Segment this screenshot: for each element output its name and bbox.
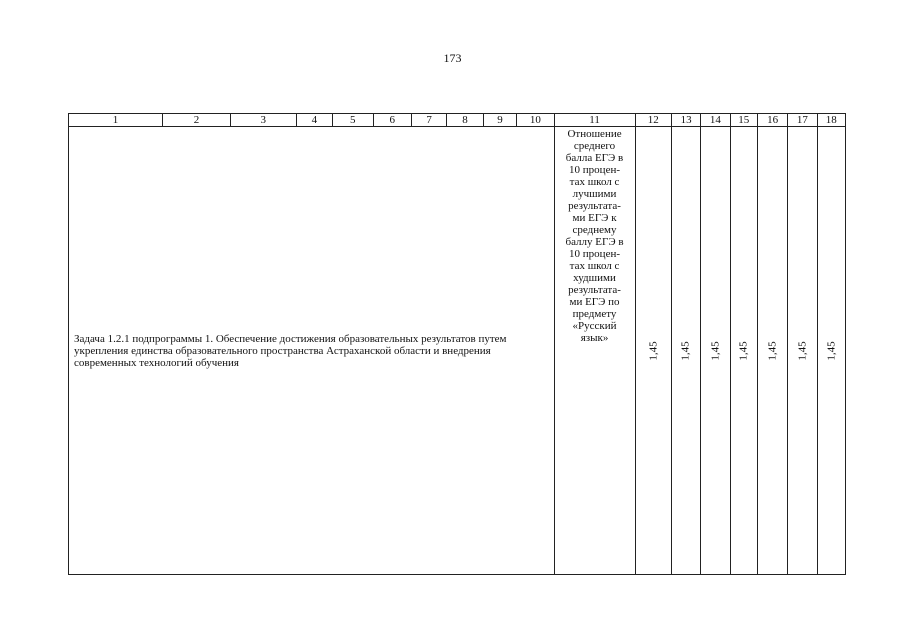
value-text: 1,45 [766,340,779,361]
indicator-line: лучшими [572,188,617,200]
col-header-12: 12 [635,114,671,127]
col-header-5: 5 [333,114,373,127]
col-header-7: 7 [411,114,446,127]
indicator-line: тах школ с [569,260,620,272]
col-header-11: 11 [554,114,635,127]
value-text: 1,45 [796,340,809,361]
indicator-line: 10 процен- [569,248,621,260]
indicator-line: «Русский [572,320,617,332]
indicator-cell [554,127,635,575]
indicator-line: результата- [568,284,621,296]
indicator-line: худшими [573,272,616,284]
indicator-line: ми ЕГЭ по [569,296,620,308]
value-text: 1,45 [709,340,722,361]
value-text: 1,45 [737,340,750,361]
indicator-line: 10 процен- [569,164,621,176]
value-cell-12 [635,127,671,575]
indicator-line: тах школ с [569,176,620,188]
indicator-line: Отношение [567,128,622,140]
indicator-line: результата- [568,200,621,212]
col-header-2: 2 [163,114,231,127]
indicator-line: предмету [572,308,617,320]
col-header-17: 17 [788,114,817,127]
value-text: 1,45 [680,340,693,361]
col-header-3: 3 [230,114,296,127]
col-header-14: 14 [701,114,730,127]
indicator-line: балла ЕГЭ в [565,152,624,164]
data-table [68,113,846,575]
indicator-line: баллу ЕГЭ в [565,236,624,248]
value-text: 1,45 [647,340,660,361]
value-cell-17 [788,127,817,575]
value-cell-16 [757,127,787,575]
col-header-10: 10 [517,114,554,127]
table-row [69,127,846,575]
indicator-line: среднему [572,224,617,236]
indicator-line: ми ЕГЭ к [572,212,617,224]
col-header-18: 18 [817,114,845,127]
value-cell-18 [817,127,845,575]
indicator-line: язык» [580,332,609,344]
value-cell-13 [671,127,700,575]
value-text: 1,45 [825,340,838,361]
col-header-1: 1 [69,114,163,127]
col-header-8: 8 [447,114,483,127]
col-header-9: 9 [483,114,516,127]
page-number: 173 [443,51,462,65]
value-cell-14 [701,127,730,575]
header-row [69,114,846,127]
indicator-line: среднего [573,140,616,152]
col-header-13: 13 [671,114,700,127]
col-header-16: 16 [757,114,787,127]
col-header-15: 15 [730,114,757,127]
col-header-4: 4 [296,114,332,127]
task-description: Задача 1.2.1 подпрограммы 1. Обеспечение достижения образовательных результатов путем укрепления единства образовательного пространства Астраханской области и внедрения современных технологий обучения [69,127,555,575]
col-header-6: 6 [373,114,411,127]
value-cell-15 [730,127,757,575]
